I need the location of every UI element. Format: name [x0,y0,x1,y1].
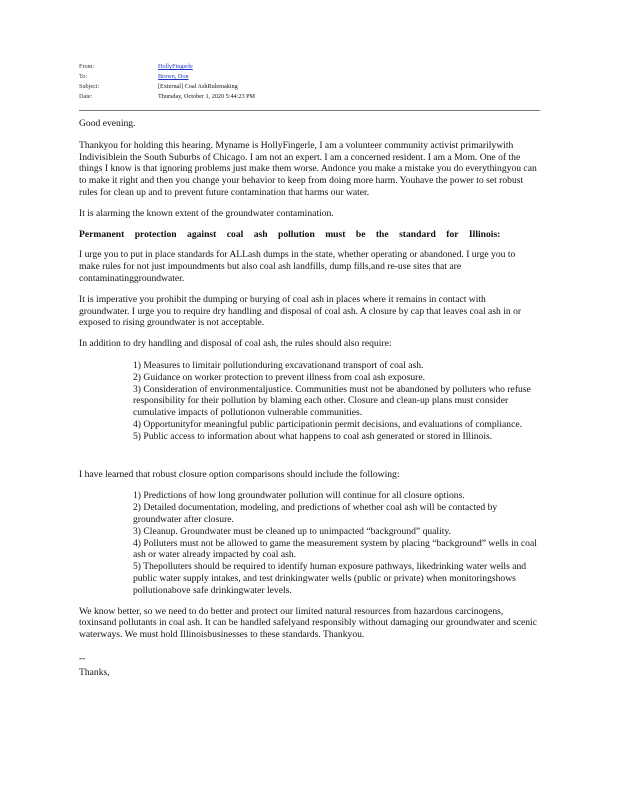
bold-heading-word: against [187,228,217,240]
intro-paragraph: Thankyou for holding this hearing. Myname is HollyFingerle, I am a volunteer community activist primarilywith Indivisiblein the South Suburbs of Chicago. I am not an expert. I am a concerned resident. I am a Mom. One of the things I know is that ignoring problems just make them worse. Andonce you make a mistake you do everythingyou can to make it right and then you change your behavior to keep from doing more harm. Youhave the power to set robust rules for clean up and to prevent future contamination that harms our water. [79,139,537,198]
bold-heading-word: Illinois: [468,228,501,240]
learned-intro: I have learned that robust closure option comparisons should include the following: [79,468,400,480]
greeting: Good evening. [79,118,136,129]
bold-heading-word: the [375,228,389,240]
subject-label: Subject: [79,83,100,90]
email-body [79,118,537,678]
alarming-paragraph: It is alarming the known extent of the groundwater contamination. [79,207,334,219]
signature [79,653,537,679]
bold-heading-word: pollution [277,228,315,240]
list-item: 5) Thepolluters should be required to identify human exposure pathways, likedrinking water wells and public water supply intakes, and test drinkingwater wells (public or private) when monitoringshows pollutionabove safe drinkingwater levels. [133,561,527,596]
date-label: Date: [79,93,93,100]
requirements-list [79,360,537,443]
bold-heading-word: protection [134,228,177,240]
from-value-link[interactable]: HollyFingerle [158,63,193,70]
bold-heading-word: standard [399,228,436,240]
bold-heading-word: ash [253,228,268,240]
addition-intro: In addition to dry handling and disposal of coal ash, the rules should also require: [79,338,392,350]
bold-heading-word: coal [226,228,244,240]
list-item: 3) Consideration of environmentaljustice. Communities must not be abandoned by polluters who refuse responsibility for their pollution by blaming each other. Closure and clean-up plans must consider cumulative impacts of pollutionon vulnerable communities. [133,383,531,419]
urge-paragraph: I urge you to put in place standards for ALLash dumps in the state, whether operating or abandoned. I urge you to make rules for not just impoundments but also coal ash landfills, dump fills,and re-use sites that are contaminatinggroundwater. [79,249,516,284]
bold-heading-word: must [325,228,346,240]
bold-heading [79,229,537,241]
list-item: 4) Opportunityfor meaningful public participationin permit decisions, and evaluations of compliance. [133,418,522,430]
signature-thanks: Thanks, [79,666,110,678]
to-value-link[interactable]: Brown, Don [158,73,189,80]
bold-heading-word: for [446,228,459,240]
signature-dash: -- [79,652,86,664]
bold-heading-word: be [355,228,366,240]
date-value: Thursday, October 1, 2020 5:44:23 PM [158,93,256,100]
list-item: 2) Guidance on worker protection to prevent illness from coal ash exposure. [133,371,425,383]
list-item: 1) Predictions of how long groundwater pollution will continue for all closure options. [133,490,465,502]
to-label: To: [79,73,88,80]
imperative-paragraph: It is imperative you prohibit the dumping or burying of coal ash in places where it remains in contact with groundwater. I urge you to require dry handling and disposal of coal ash. A closure by cap that leaves coal ash in or exposed to rising groundwater is not acceptable. [79,293,522,329]
list-item: 3) Cleanup. Groundwater must be cleaned up to unimpacted “background” quality. [133,525,452,537]
list-item: 1) Measures to limitair pollutionduring excavationand transport of coal ash. [133,359,424,371]
from-label: From: [79,63,95,70]
spacer [79,452,537,469]
comparisons-list [79,490,537,596]
list-item: 4) Polluters must not be allowed to game the measurement system by placing “background” wells in coal ash or water already impacted by coal ash. [133,537,537,561]
list-item: 5) Public access to information about what happens to coal ash generated or stored in Illinois. [133,430,493,442]
bold-heading-word: Permanent [79,228,125,240]
closing-paragraph: We know better, so we need to do better and protect our limited natural resources from hazardous carcinogens, toxinsand pollutants in coal ash. It can be handled safelyand responsibly without damaging our groundwater and scenic waterways. We must hold Illinoisbusinesses to these standards. Thankyou. [79,605,537,641]
list-item: 2) Detailed documentation, modeling, and predictions of whether coal ash will be contacted by groundwater after closure. [133,502,498,525]
subject-value: [External] Coal AshRulemaking [158,83,238,90]
header-divider [79,110,540,111]
